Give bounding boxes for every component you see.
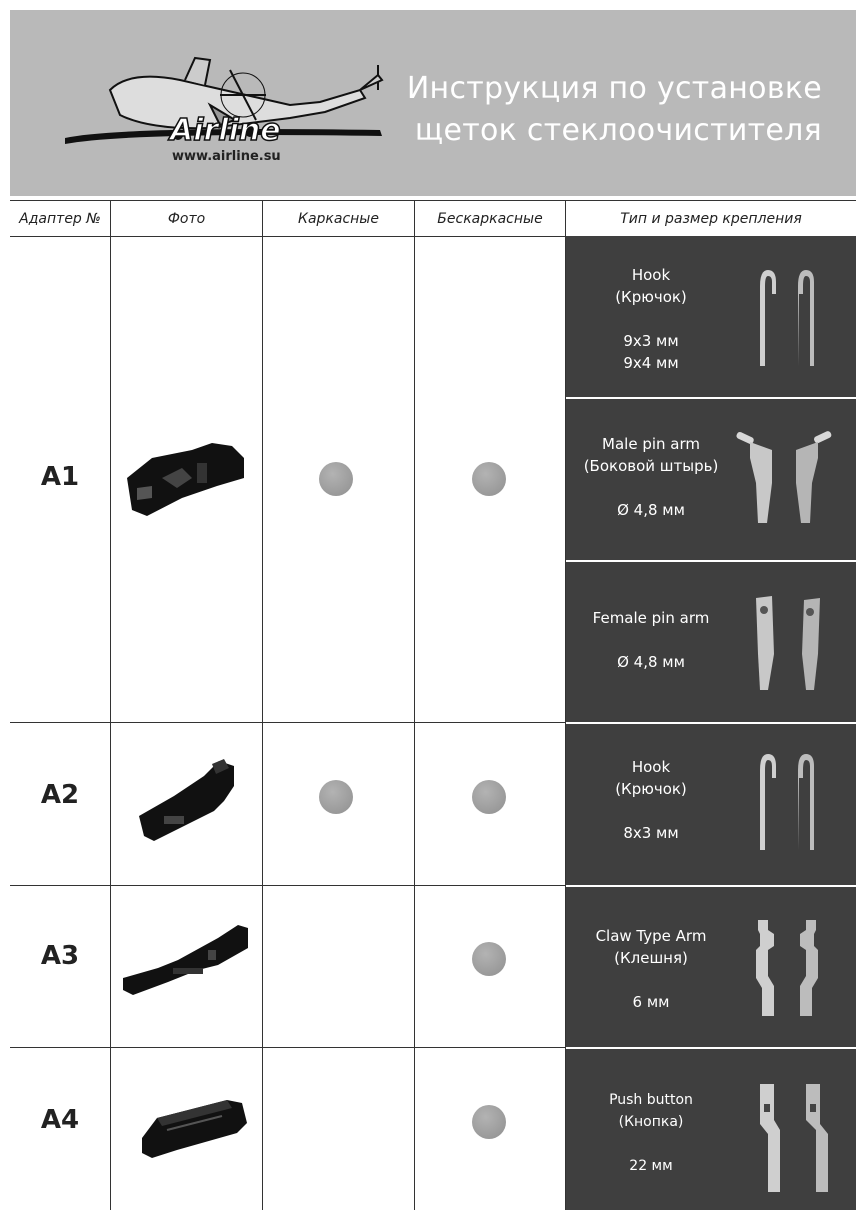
col-mount-type: Тип и размер крепления <box>620 211 802 227</box>
mount-push-button-text <box>566 1089 736 1177</box>
title-line-2: щеток стеклоочистителя <box>414 113 822 148</box>
mount-size: 22 мм <box>629 1158 673 1174</box>
adapter-a2-photo <box>134 756 244 846</box>
header-banner <box>10 10 856 196</box>
row-label-a2: A2 <box>40 780 80 810</box>
mount-name-ru: (Кнопка) <box>618 1114 684 1130</box>
mount-name-ru: (Крючок) <box>615 288 687 306</box>
airline-logo <box>60 50 390 160</box>
col-frameless: Бескаркасные <box>437 211 543 227</box>
mount-hook-1-text <box>566 264 736 374</box>
hook-icon <box>750 750 820 854</box>
col-photo: Фото <box>167 211 206 227</box>
male-pin-arm-icon <box>734 428 834 528</box>
adapter-a3-photo <box>118 920 258 1000</box>
row-label-a1: A1 <box>40 462 80 492</box>
site-url[interactable]: www.airline.su <box>172 149 281 164</box>
a1-frameless-dot <box>472 462 506 496</box>
col-adapter: Адаптер № <box>19 211 101 227</box>
mount-name: Female pin arm <box>592 609 710 627</box>
adapter-a4-photo <box>132 1088 252 1168</box>
logo-wordmark: Airline <box>170 113 281 148</box>
adapter-a1-photo <box>122 438 252 518</box>
mount-female-pin-text <box>566 607 736 673</box>
mount-name: Push button <box>609 1092 693 1108</box>
a4-frameless-dot <box>472 1105 506 1139</box>
a1-framed-dot <box>319 462 353 496</box>
mount-claw-text <box>566 925 736 1013</box>
hook-icon <box>750 266 820 370</box>
mount-name-ru: (Клешня) <box>614 949 688 967</box>
mount-size: 9х4 мм <box>623 354 679 372</box>
mount-name: Male pin arm <box>602 435 700 453</box>
mount-size: Ø 4,8 мм <box>617 501 685 519</box>
mount-size: Ø 4,8 мм <box>617 653 685 671</box>
a3-frameless-dot <box>472 942 506 976</box>
mount-name-ru: (Крючок) <box>615 780 687 798</box>
a2-framed-dot <box>319 780 353 814</box>
female-pin-arm-icon <box>746 594 830 694</box>
a2-frameless-dot <box>472 780 506 814</box>
mount-name: Hook <box>631 266 671 284</box>
row-label-a3: A3 <box>40 941 80 971</box>
mount-hook-2-text <box>566 756 736 844</box>
claw-arm-icon <box>750 916 824 1020</box>
col-framed: Каркасные <box>298 211 379 227</box>
mount-name: Claw Type Arm <box>595 927 707 945</box>
row-label-a4: A4 <box>40 1105 80 1135</box>
mount-male-pin-text <box>566 433 736 521</box>
mount-name: Hook <box>631 758 671 776</box>
page-title <box>402 68 822 152</box>
mount-name-ru: (Боковой штырь) <box>583 457 719 475</box>
adapter-table <box>10 200 856 1210</box>
title-line-1: Инструкция по установке <box>406 71 822 106</box>
mount-size: 9х3 мм <box>623 332 679 350</box>
push-button-icon <box>750 1080 840 1196</box>
mount-size: 6 мм <box>632 993 670 1011</box>
mount-size: 8х3 мм <box>623 824 679 842</box>
